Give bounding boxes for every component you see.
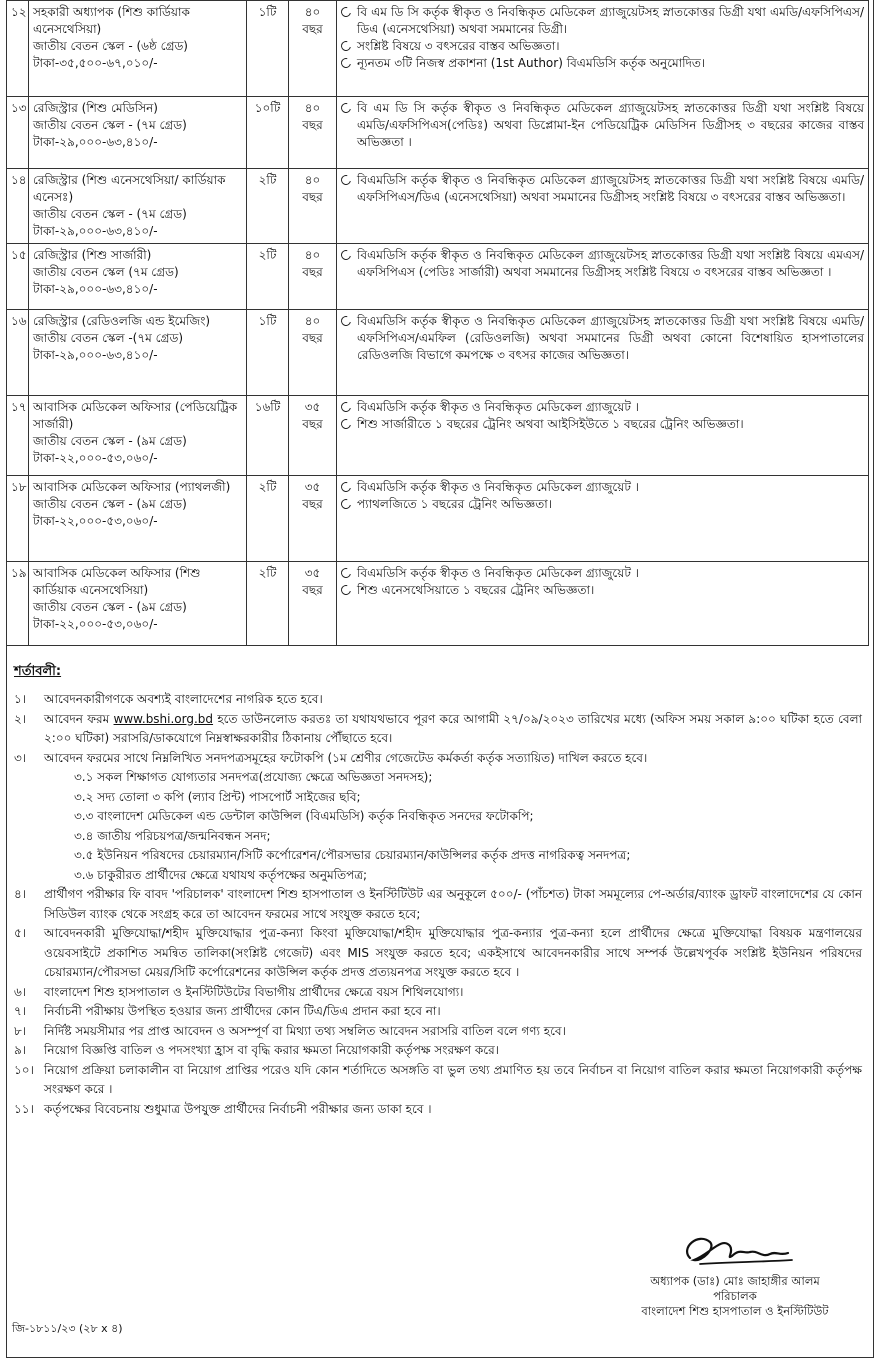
term-main-text: নিয়োগ বিজ্ঞপ্তি বাতিল ও পদসংখ্যা হ্রাস বা বৃদ্ধি করার ক্ষমতা নিয়োগকারী কর্তৃপক্ষ সংরক্ষণ করে। [44,1043,499,1057]
age-limit: ৪০ [304,314,321,328]
term-number: ৩। [14,750,27,765]
bullet-circle-icon [339,248,353,262]
term-item [14,1022,862,1042]
qualification-cell [337,97,869,169]
age-limit: ৩৫ [304,566,321,580]
term-item [14,1100,862,1120]
post-cell [29,396,247,476]
post-row [7,396,869,476]
qualification-item [341,38,864,55]
signatory-organization: বাংলাদেশ শিশু হাসপাতাল ও ইনস্টিটিউট [641,1304,829,1318]
footer-code: জি-১৮১১/২৩ (২৮ x ৪) [12,1322,123,1335]
serial-number: ১২ [11,5,27,19]
qualification-cell [337,562,869,646]
pay-scale: জাতীয় বেতন স্কেল - (৯ম গ্রেড) [33,497,187,511]
term-item [14,749,862,886]
serial-cell [7,169,29,244]
term-number: ৯। [14,1043,27,1057]
serial-cell [7,562,29,646]
bullet-circle-icon [339,400,353,414]
age-cell [289,562,337,646]
pay-range: টাকা-২২,০০০-৫৩,০৬০/- [33,617,158,631]
age-cell [289,1,337,97]
bullet-circle-icon [339,173,353,187]
age-unit: বছর [302,265,323,279]
term-item [14,885,862,924]
term-text [44,1061,862,1100]
term-item [14,983,862,1003]
term-text [44,710,862,749]
term-main-text: আবেদন ফরমের সাথে নিম্নলিখিত সনদপত্রসমূহের ফটোকপি (১ম শ্রেণীর গেজেটেড কর্মকর্তা কর্তৃক সত্যায়িত) দাখিল করতে হবে। [44,750,648,765]
qualification-item [341,565,864,582]
term-number: ৮। [14,1023,27,1038]
term-number: ১০। [14,1062,34,1077]
serial-number: ১৫ [11,248,27,262]
signatory-name: অধ্যাপক (ডাঃ) মোঃ জাহাঙ্গীর আলম [650,1274,820,1288]
term-number: ৬। [14,984,27,999]
terms-title: শর্তাবলী: [14,664,62,679]
serial-cell [7,476,29,562]
term-number: ১। [14,692,27,706]
post-cell [29,97,247,169]
qualification-item [341,313,864,364]
term-main-text: বাংলাদেশ শিশু হাসপাতাল ও ইনস্টিটিউটের বিভাগীয় প্রার্থীদের ক্ষেত্রে বয়স শিথিলযোগ্য। [44,984,464,999]
post-count: ২টি [258,480,277,494]
bullet-circle-icon [339,497,353,511]
qualification-text: বিএমডিসি কর্তৃক স্বীকৃত ও নিবন্ধিকৃত মেডিকেল গ্র্যাজুয়েট । [357,566,639,580]
term-main-text: নির্দিষ্ট সময়সীমার পর প্রাপ্ত আবেদন ও অসম্পূর্ণ বা মিথ্যা তথ্য সম্বলিত আবেদন সরাসরি বাতিল বলে গণ্য হবে। [44,1023,566,1038]
term-sub-item: ৩.৩ বাংলাদেশ মেডিকেল এন্ড ডেন্টাল কাউন্সিল (বিএমডিসি) কর্তৃক নিবন্ধিকৃত সনদের ফটোকপি; [74,809,534,823]
qualification-item [341,582,864,599]
bullet-circle-icon [339,39,353,53]
serial-number: ১৪ [11,173,27,187]
serial-number: ১৬ [11,314,27,328]
pay-scale: জাতীয় বেতন স্কেল - (৯ম গ্রেড) [33,600,187,614]
count-cell [247,476,289,562]
term-item [14,1002,862,1022]
term-text [44,1022,862,1042]
pay-scale: জাতীয় বেতন স্কেল - (৬ষ্ঠ গ্রেড) [33,39,188,53]
post-title: রেজিস্ট্রার (শিশু সার্জারী) [33,248,152,262]
term-text [44,1100,862,1120]
qualification-text: বিএমডিসি কর্তৃক স্বীকৃত ও নিবন্ধিকৃত মেডিকেল গ্র্যাজুয়েটসহ স্নাতকোত্তর ডিগ্রী যথা সংশ্লিষ্ট বিষয়ে এমডি/এফসিপিএস/ডিএ (এনেসথেসিয়া) অথবা সমমানের ডিগ্রীসহ সংশ্লিষ্ট বিষয়ে ৩ বৎসরের বাস্তব অভিজ্ঞতা। [357,173,864,204]
term-item [14,924,862,983]
age-unit: বছর [302,190,323,204]
post-title: রেজিস্ট্রার (রেডিওলজি এন্ড ইমেজিং) [33,314,211,328]
post-title: রেজিস্ট্রার (শিশু এনেসথেসিয়া/ কার্ডিয়াক এনেসঃ) [33,173,226,204]
qualification-text: বিএমডিসি কর্তৃক স্বীকৃত ও নিবন্ধিকৃত মেডিকেল গ্র্যাজুয়েট । [357,400,639,414]
serial-cell [7,310,29,396]
qualification-item [341,479,864,496]
term-sub-item: ৩.৫ ইউনিয়ন পরিষদের চেয়ারম্যান/সিটি কর্পোরেশন/পৌরসভার চেয়ারম্যান/কাউন্সিলর কর্তৃক প্রদত্ত নাগরিকত্ব সনদপত্র; [74,848,631,862]
qualification-item [341,399,864,416]
age-limit: ৪০ [304,5,321,19]
age-unit: বছর [302,497,323,511]
age-cell [289,244,337,310]
terms-list [14,690,862,1119]
pay-scale: জাতীয় বেতন স্কেল - (৯ম গ্রেড) [33,434,187,448]
term-text-after: হতে ডাউনলোড করতঃ তা যথাযথভাবে পূরণ করে আগামী ২৭/০৯/২০২৩ তারিখের মধ্যে (অফিস সময় সকাল ৯:০০ ঘটিকা হতে বেলা ২:০০ ঘটিকা) সরাসরি/ডাকযোগে নিম্নস্বাক্ষরকারীর ঠিকানায় পৌঁছাতে হবে। [44,711,862,745]
post-cell [29,310,247,396]
qualification-text: সংশ্লিষ্ট বিষয়ে ৩ বৎসরের বাস্তব অভিজ্ঞতা। [357,39,560,53]
bullet-circle-icon [339,56,353,70]
post-count: ১টি [258,5,277,19]
qualification-cell [337,169,869,244]
pay-scale: জাতীয় বেতন স্কেল - (৭ম গ্রেড) [33,118,187,132]
count-cell [247,310,289,396]
posts-table [6,0,869,646]
pay-range: টাকা-৩৫,৫০০-৬৭,০১০/- [33,56,158,70]
term-main-text: প্রার্থীগণ পরীক্ষার ফি বাবদ 'পরিচালক' বাংলাদেশ শিশু হাসপাতাল ও ইনস্টিটিউট এর অনুকূলে ৫০০/- (পাঁচশত) টাকা সমমূল্যের পে-অর্ডার/ব্যাংক ড্রাফট বাংলাদেশের যে কোন সিডিউল ব্যাংক থেকে সংগ্রহ করে তা আবেদন ফরমের সাথে সংযুক্ত করতে হবে; [44,887,862,921]
qualification-text: শিশু সার্জারীতে ১ বছরের ট্রেনিং অথবা আইসিইউতে ১ বছরের ট্রেনিং অভিজ্ঞতা। [357,417,744,431]
post-row [7,169,869,244]
age-cell [289,476,337,562]
term-main-text: আবেদনকারী মুক্তিযোদ্ধা/শহীদ মুক্তিযোদ্ধার পুত্র-কন্যা কিংবা মুক্তিযোদ্ধা/শহীদ মুক্তিযোদ্ধার পুত্র-কন্যার পুত্র-কন্যা হলে প্রার্থীদের ক্ষেত্রে মুক্তিযোদ্ধা বিষয়ক মন্ত্রণালয়ের ওয়েবসাইটে প্রকাশিত সমন্বিত তালিকা(সংশ্লিষ্ট গেজেট) এবং MIS সংযুক্ত করতে হবে; একইসাথে আবেদনকারীর সাথে সম্পর্ক উল্লেখপূর্বক সংশ্লিষ্ট ইউনিয়ন পরিষদের চেয়ারম্যান/পৌরসভা মেয়র/সিটি কর্পোরেশনের কাউন্সিল কর্তৃক প্রদত্ত প্রত্যয়নপত্র সংযুক্ত করতে হবে । [44,926,862,979]
post-title: আবাসিক মেডিকেল অফিসার (পেডিয়েট্রিক সার্জারী) [33,400,238,431]
post-count: ২টি [258,248,277,262]
pay-scale: জাতীয় বেতন স্কেল - (৭ম গ্রেড) [33,207,187,221]
age-limit: ৪০ [304,173,321,187]
pay-scale: জাতীয় বেতন স্কেল (৭ম গ্রেড) [33,265,179,279]
age-unit: বছর [302,417,323,431]
serial-cell [7,244,29,310]
qualification-item [341,55,864,72]
post-row [7,1,869,97]
pay-range: টাকা-২৯,০০০-৬৩,৪১০/- [33,224,158,238]
post-cell [29,476,247,562]
pay-scale: জাতীয় বেতন স্কেল -(৭ম গ্রেড) [33,331,183,345]
post-cell [29,169,247,244]
qualification-text: ন্যূনতম ৩টি নিজস্ব প্রকাশনা (1st Author) বিএমডিসি কর্তৃক অনুমোদিত। [357,56,706,70]
term-text-before: আবেদন ফরম [44,711,110,726]
bullet-circle-icon [339,5,353,19]
age-unit: বছর [302,331,323,345]
qualification-item [341,496,864,513]
age-cell [289,97,337,169]
post-row [7,562,869,646]
age-unit: বছর [302,22,323,36]
qualification-text: বি এম ডি সি কর্তৃক স্বীকৃত ও নিবন্ধিকৃত মেডিকেল গ্র্যাজুয়েটসহ স্নাতকোত্তর ডিগ্রী যথা সংশ্লিষ্ট বিষয়ে এমডি/এফসিপিএস(পেডিঃ) অথবা ডিপ্লোমা-ইন পেডিয়েট্রিক মেডিসিন ডিগ্রীসহ ৩ বছরের কাজের বাস্তব অভিজ্ঞতা । [357,101,864,149]
pay-range: টাকা-২২,০০০-৫৩,০৬০/- [33,451,158,465]
serial-cell [7,1,29,97]
term-item [14,690,862,710]
post-row [7,476,869,562]
count-cell [247,1,289,97]
term-sub-item: ৩.২ সদ্য তোলা ৩ কপি (ল্যাব প্রিন্ট) পাসপোর্ট সাইজের ছবি; [74,789,361,804]
post-row [7,310,869,396]
qualification-item [341,4,864,38]
age-cell [289,310,337,396]
term-item [14,710,862,749]
term-text [44,885,862,924]
age-cell [289,169,337,244]
post-cell [29,562,247,646]
serial-cell [7,97,29,169]
count-cell [247,97,289,169]
post-cell [29,244,247,310]
term-text [44,983,862,1003]
serial-number: ১৮ [11,480,27,494]
term-text [44,749,862,886]
term-sub-item: ৩.১ সকল শিক্ষাগত যোগ্যতার সনদপত্র(প্রযোজ্য ক্ষেত্রে অভিজ্ঞতা সনদসহ); [74,770,433,784]
post-count: ১টি [258,314,277,328]
post-count: ১৬টি [254,400,281,414]
pay-range: টাকা-২৯,০০০-৬৩,৪১০/- [33,348,158,362]
age-limit: ৩৫ [304,480,321,494]
qualification-cell [337,476,869,562]
age-limit: ৪০ [304,248,321,262]
qualification-item [341,172,864,206]
qualification-cell [337,396,869,476]
bullet-circle-icon [339,566,353,580]
website-link[interactable]: www.bshi.org.bd [113,711,214,726]
post-title: আবাসিক মেডিকেল অফিসার (শিশু কার্ডিয়াক এনেসথেসিয়া) [33,566,201,597]
qualification-text: শিশু এনেসথেসিয়াতে ১ বছরের ট্রেনিং অভিজ্ঞতা। [357,583,595,597]
term-number: ২। [14,711,27,726]
signature-block [600,1218,870,1319]
post-count: ২টি [258,173,277,187]
pay-range: টাকা-২৯,০০০-৬৩,৪১০/- [33,282,158,296]
signatory-designation: পরিচালক [713,1289,757,1303]
bullet-circle-icon [339,314,353,328]
age-unit: বছর [302,118,323,132]
bullet-circle-icon [339,583,353,597]
term-main-text: আবেদনকারীগণকে অবশ্যই বাংলাদেশের নাগরিক হতে হবে। [44,692,323,706]
count-cell [247,396,289,476]
serial-number: ১৭ [11,400,27,414]
term-number: ১১। [14,1101,34,1116]
qualification-text: বিএমডিসি কর্তৃক স্বীকৃত ও নিবন্ধিকৃত মেডিকেল গ্র্যাজুয়েটসহ স্নাতকোত্তর ডিগ্রী যথা সংশ্লিষ্ট বিষয়ে এমডি/এফসিপিএস/এমফিল (রেডিওলজি) অথবা সমমানের ডিগ্রী অথবা কোনো বিশেষায়িত হাসপাতালের রেডিওলজি বিভাগে কমপক্ষে ৩ বৎসর কাজের অভিজ্ঞতা। [357,314,864,362]
bullet-circle-icon [339,417,353,431]
term-text [44,924,862,983]
qualification-text: প্যাথলজিতে ১ বছরের ট্রেনিং অভিজ্ঞতা। [357,497,553,511]
post-cell [29,1,247,97]
serial-cell [7,396,29,476]
count-cell [247,244,289,310]
qualification-text: বিএমডিসি কর্তৃক স্বীকৃত ও নিবন্ধিকৃত মেডিকেল গ্র্যাজুয়েটসহ স্নাতকোত্তর ডিগ্রী যথা সংশ্লিষ্ট বিষয়ে এমএস/এফসিপিএস (পেডিঃ সার্জারী) অথবা সমমানের ডিগ্রীসহ সংশ্লিষ্ট বিষয়ে ৩ বৎসরের বাস্তব অভিজ্ঞতা । [357,248,864,279]
qualification-cell [337,244,869,310]
term-sub-item: ৩.৬ চাকুরীরত প্রার্থীদের ক্ষেত্রে যথাযথ কর্তৃপক্ষের অনুমতিপত্র; [74,867,368,882]
term-number: ৭। [14,1004,27,1018]
qualification-item [341,100,864,151]
term-number: ৪। [14,887,27,901]
term-item [14,1041,862,1061]
age-unit: বছর [302,583,323,597]
signature-image [670,1218,800,1272]
post-count: ১০টি [254,101,281,115]
serial-number: ১৯ [11,566,27,580]
serial-number: ১৩ [11,101,27,115]
count-cell [247,169,289,244]
term-item [14,1061,862,1100]
term-text [44,1041,862,1061]
bullet-circle-icon [339,480,353,494]
qualification-cell [337,1,869,97]
term-main-text: নিয়োগ প্রক্রিয়া চলাকালীন বা নিয়োগ প্রাপ্তির পরেও যদি কোন শর্তাদিতে অসঙ্গতি বা ভুল তথ্য প্রমাণিত হয় তবে নির্বাচন বা নিয়োগ বাতিল করার ক্ষমতা নিয়োগকারী কর্তৃপক্ষ সংরক্ষণ করে । [44,1062,862,1096]
term-sub-item: ৩.৪ জাতীয় পরিচয়পত্র/জন্মনিবন্ধন সনদ; [74,828,271,843]
post-title: সহকারী অধ্যাপক (শিশু কার্ডিয়াক এনেসথেসিয়া) [33,5,190,36]
post-row [7,97,869,169]
post-row [7,244,869,310]
age-cell [289,396,337,476]
post-title: রেজিস্ট্রার (শিশু মেডিসিন) [33,101,158,115]
term-text [44,1002,862,1022]
pay-range: টাকা-২৯,০০০-৬৩,৪১০/- [33,135,158,149]
qualification-text: বিএমডিসি কর্তৃক স্বীকৃত ও নিবন্ধিকৃত মেডিকেল গ্র্যাজুয়েট । [357,480,639,494]
qualification-cell [337,310,869,396]
qualification-item [341,247,864,281]
post-title: আবাসিক মেডিকেল অফিসার (প্যাথলজী) [33,480,231,494]
term-number: ৫। [14,926,27,940]
age-limit: ৪০ [304,101,321,115]
term-text [44,690,862,710]
qualification-text: বি এম ডি সি কর্তৃক স্বীকৃত ও নিবন্ধিকৃত মেডিকেল গ্র্যাজুয়েটসহ স্নাতকোত্তর ডিগ্রী যথা এমডি/এফসিপিএস/ডিএ (এনেসথেসিয়া) অথবা সমমানের ডিগ্রী। [357,5,864,36]
qualification-item [341,416,864,433]
term-main-text: নির্বাচনী পরীক্ষায় উপস্থিত হওয়ার জন্য প্রার্থীদের কোন টিএ/ডিএ প্রদান করা হবে না। [44,1004,441,1018]
bullet-circle-icon [339,101,353,115]
pay-range: টাকা-২২,০০০-৫৩,০৬০/- [33,514,158,528]
count-cell [247,562,289,646]
age-limit: ৩৫ [304,400,321,414]
term-main-text: কর্তৃপক্ষের বিবেচনায় শুধুমাত্র উপযুক্ত প্রার্থীদের নির্বাচনী পরীক্ষার জন্য ডাকা হবে । [44,1101,432,1116]
post-count: ২টি [258,566,277,580]
